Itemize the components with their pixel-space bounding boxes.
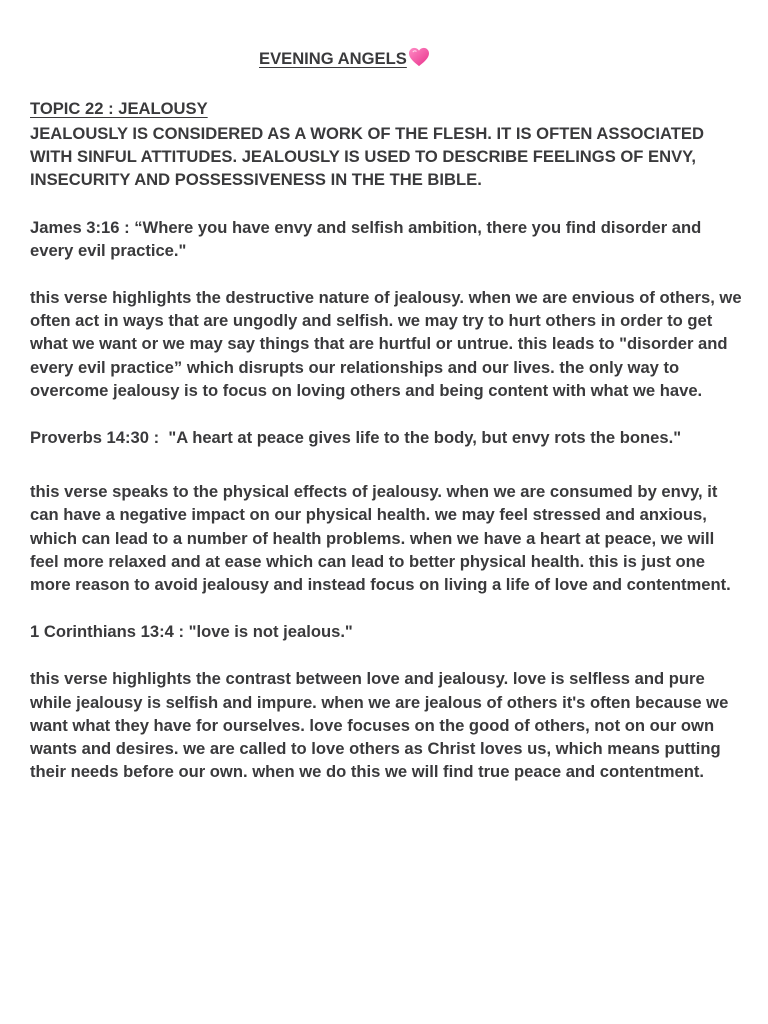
intro-paragraph: JEALOUSLY IS CONSIDERED AS A WORK OF THE FLESH. IT IS OFTEN ASSOCIATED WITH SINFUL ATTITUDES. JEALOUSLY IS USED TO DESCRIBE FEELINGS OF ENVY, INSECURITY AND POSSESSIVENESS IN THE THE BIBLE.	[30, 124, 709, 190]
verse-james: James 3:16 : “Where you have envy and selfish ambition, there you find disorder and every evil practice."	[30, 217, 706, 260]
topic-heading: TOPIC 22 : JEALOUSY	[30, 99, 208, 118]
page-title-text: EVENING ANGELS	[259, 49, 407, 68]
page-title	[259, 49, 430, 68]
verse-proverbs: Proverbs 14:30 : "A heart at peace gives life to the body, but envy rots the bones."	[30, 428, 682, 448]
commentary-corinthians: this verse highlights the contrast between love and jealousy. love is selfless and pure while jealousy is selfish and impure. when we are jealous of others it's often because we want what they have for ourselves. love focuses on the good of others, not on our own wants and desires. we are called to love others as Christ loves us, which means putting their needs before our own. when we do this we will find true peace and contentment.	[30, 669, 733, 782]
verse-corinthians: 1 Corinthians 13:4 : "love is not jealous."	[30, 622, 353, 642]
title-row	[30, 46, 746, 72]
commentary-james: this verse highlights the destructive nature of jealousy. when we are envious of others, we often act in ways that are ungodly and selfish. we may try to hurt others in order to get what we want or we may say things that are hurtful or untrue. this leads to "disorder and every evil practice” which disrupts our relationships and our lives. the only way to overcome jealousy is to focus on loving others and being content with what we have.	[30, 288, 747, 400]
commentary-proverbs: this verse speaks to the physical effects of jealousy. when we are consumed by envy, it can have a negative impact on our physical health. we may feel stressed and anxious, which can lead to a number of health problems. when we have a heart at peace, we will feel more relaxed and at ease which can lead to better physical health. this is just one more reason to avoid jealousy and instead focus on living a life of love and contentment.	[30, 482, 731, 595]
heart-icon	[408, 47, 430, 67]
document-page	[30, 46, 746, 783]
